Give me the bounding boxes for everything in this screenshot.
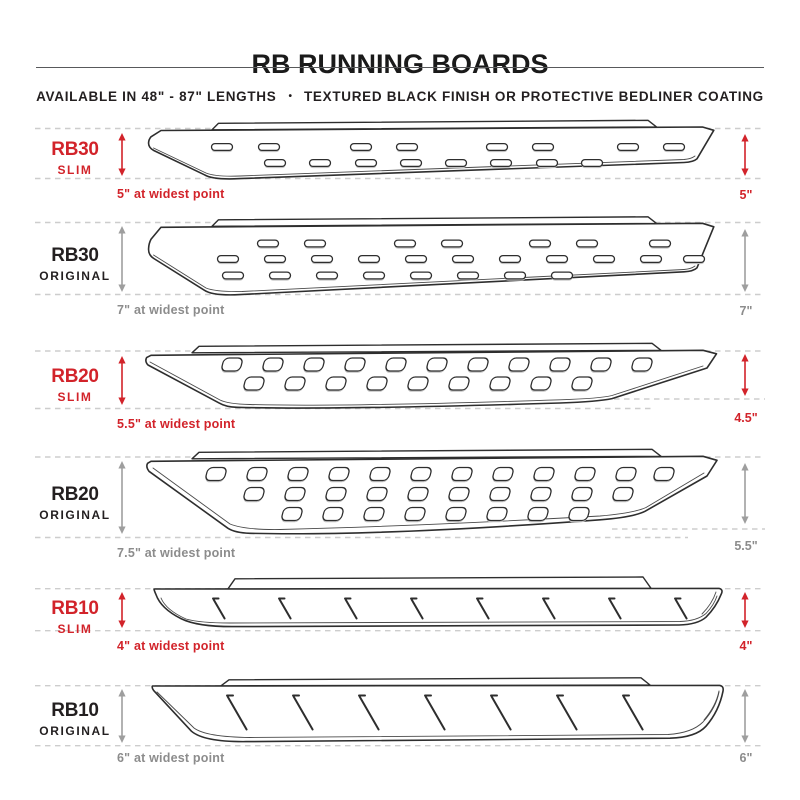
model-variant: ORIGINAL <box>39 269 111 283</box>
board-rb20-slim <box>35 343 765 408</box>
label-rb20-slim <box>28 367 122 403</box>
model-name: RB10 <box>51 700 99 721</box>
model-variant: SLIM <box>57 390 93 404</box>
model-name: RB30 <box>51 245 99 266</box>
height-caption-rb10-original: 6" <box>739 751 753 765</box>
board-rb10-original <box>35 678 765 746</box>
board-rb10-slim <box>35 577 765 631</box>
height-caption-rb20-original: 5.5" <box>734 539 758 553</box>
title-divider <box>36 67 764 68</box>
subtitle <box>0 89 800 104</box>
model-name: RB20 <box>51 484 99 505</box>
width-caption-rb30-slim: 5" at widest point <box>117 187 225 201</box>
subtitle-lengths: AVAILABLE IN 48" - 87" LENGTHS <box>36 88 277 104</box>
subtitle-finish: TEXTURED BLACK FINISH OR PROTECTIVE BEDLINER COATING <box>303 88 764 104</box>
width-caption-rb10-slim: 4" at widest point <box>117 639 225 653</box>
model-name: RB20 <box>51 366 99 387</box>
model-name: RB30 <box>51 139 99 160</box>
model-name: RB10 <box>51 598 99 619</box>
height-caption-rb10-slim: 4" <box>739 639 753 653</box>
width-caption-rb30-original: 7" at widest point <box>117 303 225 317</box>
width-caption-rb10-original: 6" at widest point <box>117 751 225 765</box>
width-caption-rb20-slim: 5.5" at widest point <box>117 417 236 431</box>
model-variant: SLIM <box>57 163 93 177</box>
board-rb20-original <box>35 449 765 537</box>
board-rb30-slim <box>35 120 765 179</box>
height-caption-rb20-slim: 4.5" <box>734 411 758 425</box>
width-caption-rb20-original: 7.5" at widest point <box>117 546 236 560</box>
label-rb30-original <box>28 246 122 282</box>
model-variant: SLIM <box>57 622 93 636</box>
board-rb30-original <box>35 217 765 295</box>
label-rb30-slim <box>28 140 122 176</box>
height-caption-rb30-slim: 5" <box>739 188 753 202</box>
label-rb20-original <box>28 485 122 521</box>
bullet-separator-icon: • <box>288 90 292 102</box>
height-caption-rb30-original: 7" <box>739 304 753 318</box>
model-variant: ORIGINAL <box>39 508 111 522</box>
label-rb10-slim <box>28 599 122 635</box>
model-variant: ORIGINAL <box>39 724 111 738</box>
label-rb10-original <box>28 701 122 737</box>
page-title: RB RUNNING BOARDS <box>251 49 549 80</box>
